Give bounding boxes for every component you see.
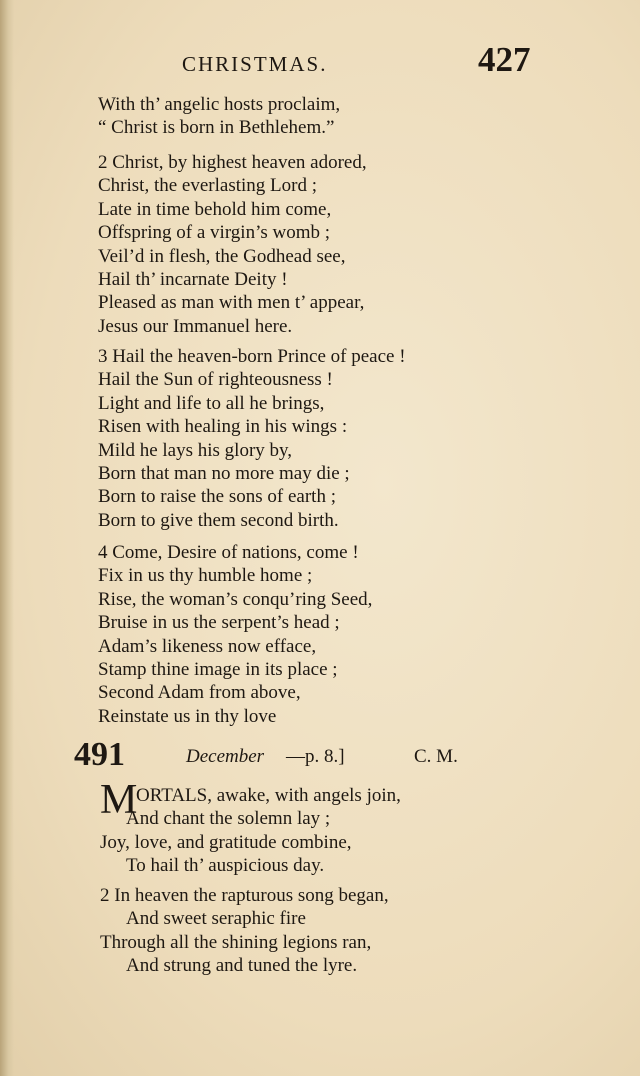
verse-line: Christ, the everlasting Lord ; [98,175,317,197]
verse-line: Second Adam from above, [98,682,301,704]
verse-line: Born to raise the sons of earth ; [98,486,336,508]
tune-name: December [186,746,265,767]
page-number: 427 [478,40,531,79]
running-header-title: CHRISTMAS. [182,52,328,76]
verse-line: And chant the solemn lay ; [126,808,331,830]
page-binding-edge [0,0,14,1076]
verse-line: And sweet seraphic fire [126,908,306,930]
verse-line: ORTALS, awake, with angels join, [136,785,401,806]
verse-line: Born to give them second birth. [98,509,339,531]
verse-line: Offspring of a virgin’s womb ; [98,222,331,244]
hymn-491-stanza-2 [100,884,389,978]
verse-line: Fix in us thy humble home ; [98,565,313,587]
verse-line: Bruise in us the serpent’s head ; [98,612,340,634]
verse-line: 4 Come, Desire of nations, come ! [98,542,359,563]
verse-line: Jesus our Immanuel here. [98,315,293,337]
verse-line: 3 Hail the heaven-born Prince of peace ! [98,346,406,367]
verse-line: Rise, the woman’s conqu’ring Seed, [98,588,373,610]
hymn-number: 491 [74,736,125,773]
hymn-meter: C. M. [414,746,458,767]
verse-line: Joy, love, and gratitude combine, [100,831,352,853]
stanza-3 [98,345,406,532]
verse-line: Reinstate us in thy love [98,705,277,727]
verse-line: Adam’s likeness now efface, [98,635,317,657]
verse-line: Hail the Sun of righteousness ! [98,369,333,391]
verse-line: “ Christ is born in Bethlehem.” [98,117,335,139]
hymn-491-header [74,736,574,776]
verse-line: With th’ angelic hosts proclaim, [98,94,341,115]
verse-line: Pleased as man with men t’ appear, [98,292,365,314]
drop-cap: M [100,777,138,823]
verse-line: To hail th’ auspicious day. [126,855,325,877]
stanza-2 [98,151,367,338]
verse-line: Light and life to all he brings, [98,392,325,414]
verse-line: 2 Christ, by highest heaven adored, [98,152,367,173]
verse-line: Born that man no more may die ; [98,462,350,484]
verse-line: Through all the shining legions ran, [100,931,372,953]
verse-line: Hail th’ incarnate Deity ! [98,268,288,290]
verse-line: And strung and tuned the lyre. [126,955,358,977]
verse-line: Mild he lays his glory by, [98,439,293,461]
hymn-491-stanza-1 [100,784,401,878]
verse-line: Stamp thine image in its place ; [98,658,338,680]
verse-line: Late in time behold him come, [98,198,332,220]
continued-stanza [98,93,340,140]
stanza-4 [98,541,372,728]
verse-line: Veil’d in flesh, the Godhead see, [98,245,346,267]
verse-line: Risen with healing in his wings : [98,416,348,438]
verse-line: 2 In heaven the rapturous song began, [100,885,389,906]
tune-reference: —p. 8.] [286,746,345,767]
